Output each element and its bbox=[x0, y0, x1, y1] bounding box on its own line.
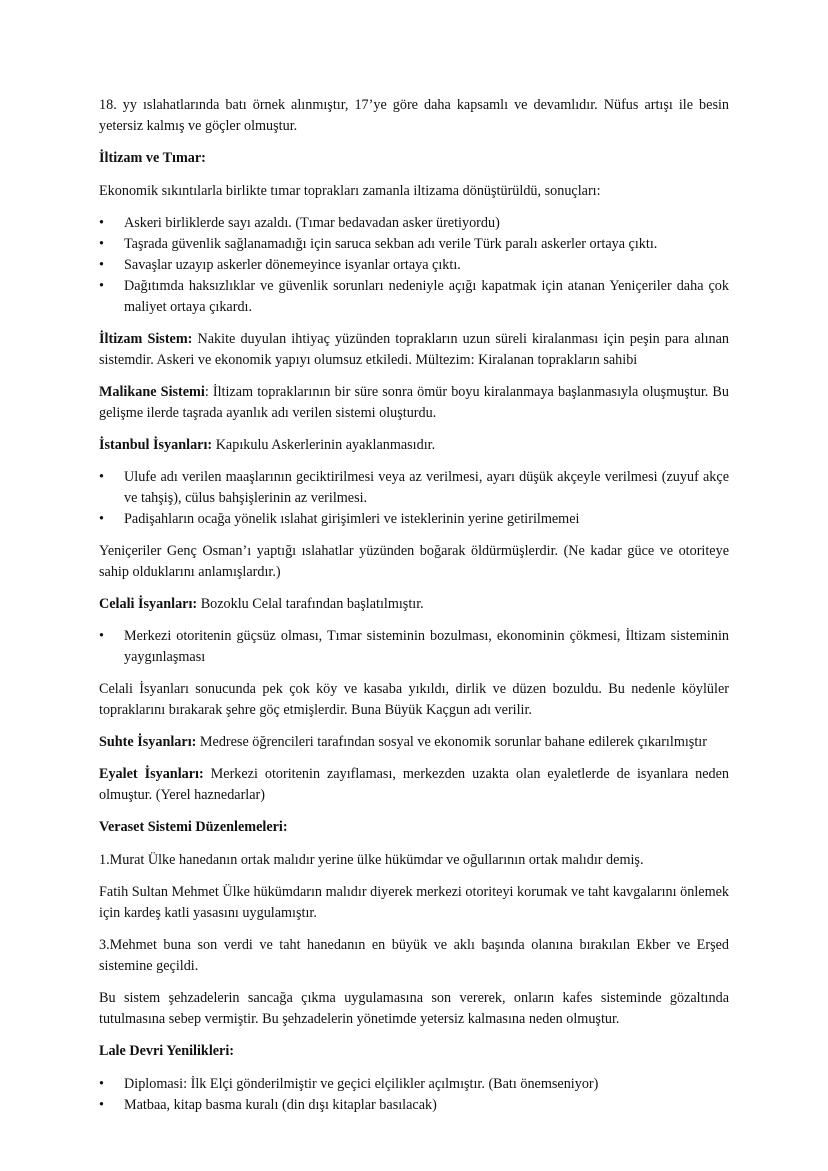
istanbul-causes-list bbox=[99, 467, 729, 530]
list-item: • Padişahların ocağa yönelik ıslahat girişimleri ve isteklerinin yerine getirilmemei bbox=[99, 509, 729, 530]
bullet-icon: • bbox=[99, 511, 104, 527]
list-item: • Ulufe adı verilen maaşlarının geciktirilmesi veya az verilmesi, ayarı düşük akçeyle verilmesi (zuyuf akçe ve tahşiş), cülus bahşişlerinin az verilmesi. bbox=[99, 469, 729, 506]
malikane-label: Malikane Sistemi bbox=[99, 384, 205, 400]
list-item: • Diplomasi: İlk Elçi gönderilmiştir ve geçici elçilikler açılmıştır. (Batı önemseniyor) bbox=[99, 1074, 729, 1095]
bullet-icon: • bbox=[99, 1076, 104, 1092]
genc-osman-paragraph: Yeniçeriler Genç Osman’ı yaptığı ıslahatlar yüzünden boğarak öldürmüşlerdir. (Ne kadar güce ve otoriteye sahip olduklarını anlamışlardır.) bbox=[99, 543, 729, 580]
list-item: • Savaşlar uzayıp askerler dönemeyince isyanlar ortaya çıktı. bbox=[99, 255, 729, 276]
list-item: • Matbaa, kitap basma kuralı (din dışı kitaplar basılacak) bbox=[99, 1095, 729, 1116]
malikane-paragraph: Malikane Sistemi: İltizam topraklarının bir süre sonra ömür boyu kiralanmaya başlanmasıyla oluşmuştur. Bu gelişme ilerde taşrada ayanlık adı verilen sistemi oluşturdu. bbox=[99, 384, 729, 421]
list-item: • Merkezi otoritenin güçsüz olması, Tımar sisteminin bozulması, ekonominin çökmesi, İltizam sisteminin yaygınlaşması bbox=[99, 628, 729, 665]
mehmet3-paragraph: 3.Mehmet buna son verdi ve taht hanedanın en büyük ve aklı başında olanına bırakılan Ekber ve Erşed sistemine geçildi. bbox=[99, 937, 729, 974]
list-item: • Askeri birliklerde sayı azaldı. (Tımar bedavadan asker üretiyordu) bbox=[99, 213, 729, 234]
sehzade-paragraph: Bu sistem şehzadelerin sancağa çıkma uygulamasına son vererek, onların kafes sisteminde gözaltında tutulmasına sebep vermiştir. Bu şehzadelerin yönetimde yetersiz kalmasına neden olmuştur. bbox=[99, 990, 729, 1027]
bullet-icon: • bbox=[99, 278, 104, 294]
celali-paragraph: Celali İsyanları: Bozoklu Celal tarafından başlatılmıştır. bbox=[99, 596, 424, 612]
bullet-icon: • bbox=[99, 257, 104, 273]
iltizam-intro-paragraph: Ekonomik sıkıntılarla birlikte tımar toprakları zamanla iltizama dönüştürüldü, sonuçları: bbox=[99, 183, 601, 199]
eyalet-label: Eyalet İsyanları: bbox=[99, 766, 204, 782]
suhte-label: Suhte İsyanları: bbox=[99, 734, 197, 750]
eyalet-paragraph: Eyalet İsyanları: Merkezi otoritenin zayıflaması, merkezden uzakta olan eyaletlerde de isyanlara neden olmuştur. (Yerel haznedarlar) bbox=[99, 766, 730, 803]
bullet-icon: • bbox=[99, 236, 104, 252]
murat-paragraph: 1.Murat Ülke hanedanın ortak malıdır yerine ülke hükümdar ve oğullarının ortak malıdır demiş. bbox=[99, 852, 644, 868]
iltizam-sistem-paragraph: İltizam Sistem: Nakite duyulan ihtiyaç yüzünden toprakların uzun süreli kiralanması için peşin para alınan sistemdir. Askeri ve ekonomik yapıyı olumsuz etkiledi. Mültezim: Kiralanan toprakların sahibi bbox=[99, 331, 729, 368]
fatih-paragraph: Fatih Sultan Mehmet Ülke hükümdarın malıdır diyerek merkezi otoriteyi korumak ve taht kavgalarını önlemek için kardeş katli yasasını uygulamıştır. bbox=[99, 884, 729, 921]
bullet-icon: • bbox=[99, 628, 104, 644]
heading-lale-devri: Lale Devri Yenilikleri: bbox=[99, 1043, 235, 1059]
istanbul-label: İstanbul İsyanları: bbox=[99, 437, 213, 453]
heading-veraset: Veraset Sistemi Düzenlemeleri: bbox=[99, 819, 288, 835]
iltizam-results-list bbox=[99, 213, 729, 318]
intro-paragraph: 18. yy ıslahatlarında batı örnek alınmıştır, 17’ye göre daha kapsamlı ve devamlıdır. Nüfus artışı ile besin yetersiz kalmış ve göçler olmuştur. bbox=[99, 97, 729, 134]
istanbul-paragraph: İstanbul İsyanları: Kapıkulu Askerlerinin ayaklanmasıdır. bbox=[99, 437, 436, 453]
document-page bbox=[99, 95, 729, 1127]
bullet-icon: • bbox=[99, 215, 104, 231]
celali-label: Celali İsyanları: bbox=[99, 596, 198, 612]
celali-causes-list bbox=[99, 626, 729, 668]
heading-iltizam-timar: İltizam ve Tımar: bbox=[99, 150, 206, 166]
list-item: • Taşrada güvenlik sağlanamadığı için saruca sekban adı verile Türk paralı askerler ortaya çıktı. bbox=[99, 234, 729, 255]
list-item: • Dağıtımda haksızlıklar ve güvenlik sorunları nedeniyle açığı kapatmak için atanan Yeniçeriler daha çok maliyet ortaya çıkardı. bbox=[99, 278, 729, 315]
bullet-icon: • bbox=[99, 469, 104, 485]
iltizam-sistem-label: İltizam Sistem: bbox=[99, 331, 193, 347]
lale-devri-list bbox=[99, 1074, 729, 1116]
celali-result-paragraph: Celali İsyanları sonucunda pek çok köy ve kasaba yıkıldı, dirlik ve düzen bozuldu. Bu nedenle köylüler topraklarını bırakarak şehre göç etmişlerdir. Buna Büyük Kaçgun adı verilir. bbox=[99, 681, 729, 718]
suhte-paragraph: Suhte İsyanları: Medrese öğrencileri tarafından sosyal ve ekonomik sorunlar bahane edilerek çıkarılmıştır bbox=[99, 734, 707, 750]
bullet-icon: • bbox=[99, 1097, 104, 1113]
